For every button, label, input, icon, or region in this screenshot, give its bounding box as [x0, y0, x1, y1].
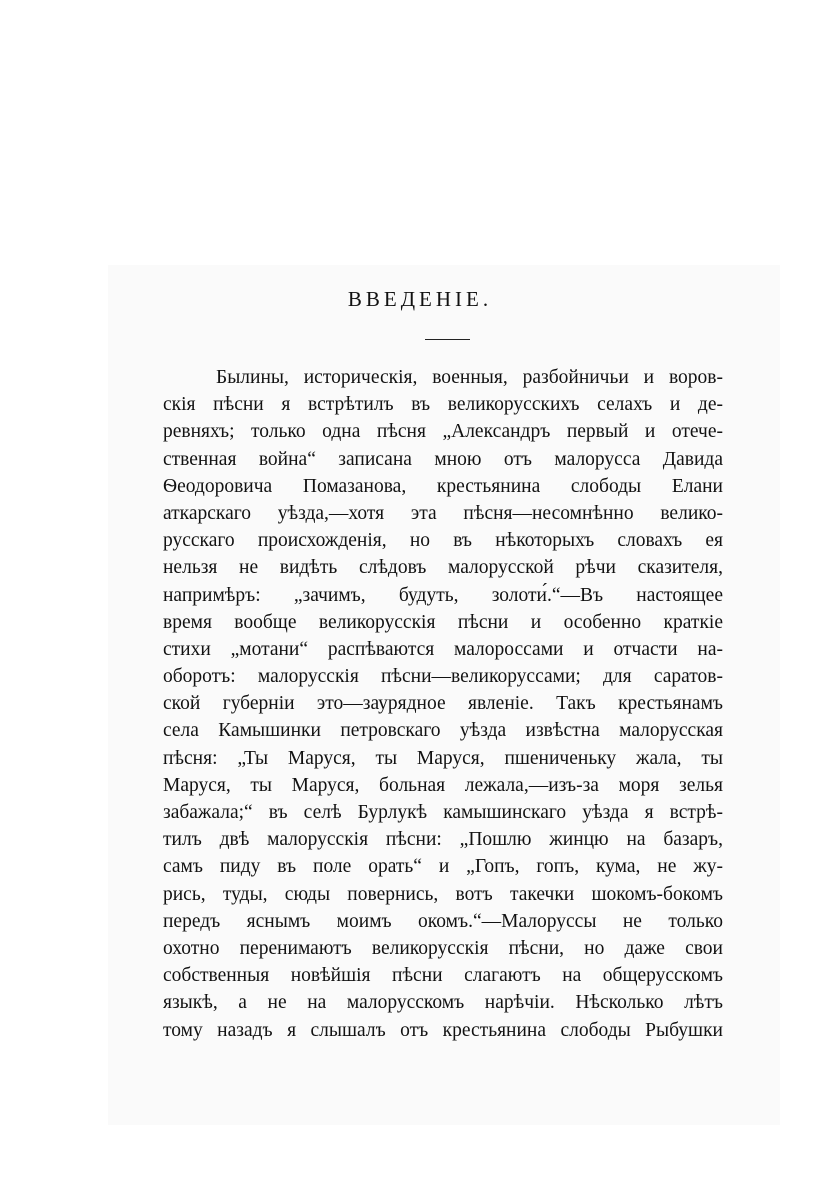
text-line: Ѳеодоровича Помазанова, крестьянина слободы Елани: [163, 475, 723, 497]
text-line: передъ яснымъ моимъ окомъ.“—Малоруссы не только: [163, 910, 723, 932]
page-title: ВВЕДЕНІЕ.: [347, 287, 493, 311]
text-line: напримѣръ: „зачимъ, будуть, золоти́.“—Въ настоящее: [163, 584, 723, 606]
text-line: ской губерніи это—заурядное явленіе. Такъ крестьянамъ: [163, 693, 723, 715]
text-line: скія пѣсни я встрѣтилъ въ великорусскихъ селахъ и де-: [163, 394, 723, 416]
text-line: села Камышинки петровскаго уѣзда извѣстна малорусская: [163, 720, 723, 742]
text-line: собственныя новѣйшія пѣсни слагаютъ на общерусскомъ: [163, 965, 723, 987]
text-line: Былины, историческія, военныя, разбойничьи и воров-: [216, 367, 723, 388]
text-line: время вообще великорусскія пѣсни и особенно краткіе: [163, 611, 723, 633]
text-line: забажала;“ въ селѣ Бурлукѣ камышинскаго уѣзда я встрѣ-: [163, 802, 723, 823]
text-line: русскаго происхожденія, но въ нѣкоторыхъ словахъ ея: [163, 530, 723, 552]
text-line: стихи „мотани“ распѣваются малороссами и отчасти на-: [163, 638, 723, 660]
text-line: пѣсня: „Ты Маруся, ты Маруся, пшениченьку жала, ты: [163, 747, 723, 769]
text-line: рись, туды, сюды повернись, вотъ такечки шокомъ-бокомъ: [163, 883, 723, 905]
title-underline: [425, 339, 470, 340]
text-line: охотно перенимаютъ великорусскія пѣсни, но даже свои: [163, 937, 723, 959]
text-line: тилъ двѣ малорусскія пѣсни: „Пошлю жинцю на базаръ,: [163, 829, 723, 851]
text-line: самъ пиду въ поле орать“ и „Гопъ, гопъ, кума, не жу-: [163, 856, 723, 878]
text-line: оборотъ: малорусскія пѣсни—великоруссами; для саратов-: [163, 666, 723, 688]
text-line: нельзя не видѣть слѣдовъ малорусской рѣчи сказителя,: [163, 557, 723, 579]
text-line: Маруся, ты Маруся, больная лежала,—изъ-за моря зелья: [163, 774, 723, 796]
text-line: ревняхъ; только одна пѣсня „Александръ первый и отече-: [163, 421, 723, 443]
text-line: тому назадъ я слышалъ отъ крестьянина слободы Рыбушки: [163, 1019, 723, 1041]
text-line: аткарскаго уѣзда,—хотя эта пѣсня—несомнѣнно велико-: [163, 502, 723, 524]
body-text: [163, 364, 723, 1044]
text-line: языкѣ, а не на малорусскомъ нарѣчіи. Нѣсколько лѣтъ: [163, 992, 723, 1014]
text-line: ственная война“ записана мною отъ малорусса Давида: [163, 448, 723, 470]
